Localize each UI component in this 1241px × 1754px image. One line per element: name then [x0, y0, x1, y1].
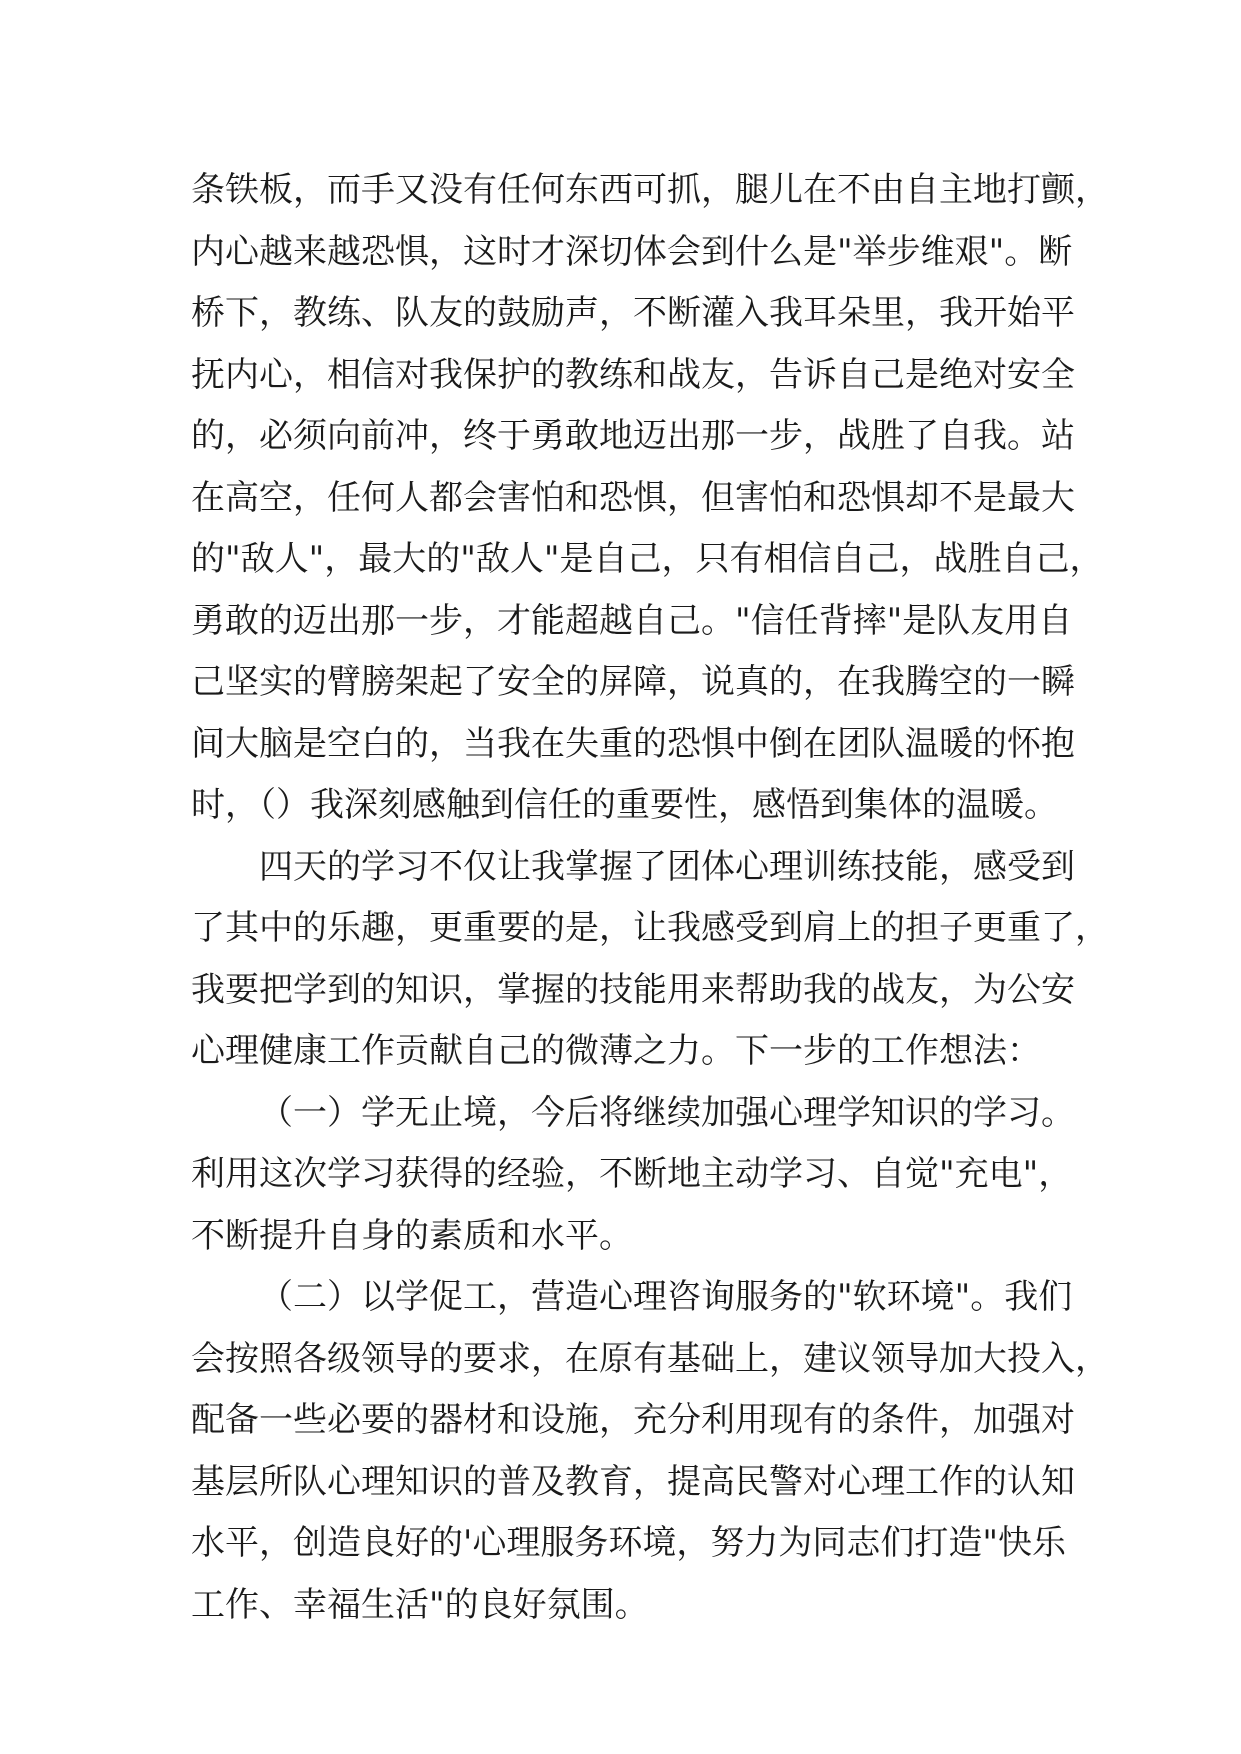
text-line: 时，（）我深刻感触到信任的重要性，感悟到集体的温暖。 [191, 785, 1058, 825]
text-line: 抚内心，相信对我保护的教练和战友，告诉自己是绝对安全 [191, 354, 1075, 395]
paragraph-3 [191, 1083, 1075, 1268]
text-line: 不断提升自身的素质和水平。 [191, 1215, 633, 1256]
text-line: 会按照各级领导的要求，在原有基础上，建议领导加大投入， [191, 1338, 1109, 1379]
text-line: 四天的学习不仅让我掌握了团体心理训练技能，感受到 [259, 846, 1075, 887]
text-line: 利用这次学习获得的经验，不断地主动学习、自觉"充电"， [191, 1154, 1073, 1194]
text-line: 了其中的乐趣，更重要的是，让我感受到肩上的担子更重了， [191, 908, 1109, 948]
paragraph-2 [191, 837, 1109, 1083]
text-line: （一）学无止境，今后将继续加强心理学知识的学习。 [259, 1092, 1075, 1133]
text-line: 己坚实的臂膀架起了安全的屏障，说真的，在我腾空的一瞬 [191, 662, 1075, 702]
text-line: 内心越来越恐惧，这时才深切体会到什么是"举步维艰"。断 [191, 231, 1073, 272]
document-body [191, 160, 1109, 1636]
text-line: 水平，创造良好的'心理服务环境，努力为同志们打造"快乐 [191, 1523, 1066, 1563]
text-line: （二）以学促工，营造心理咨询服务的"软环境"。我们 [259, 1277, 1073, 1317]
paragraph-1 [191, 160, 1109, 837]
text-line: 工作、幸福生活"的良好氛围。 [191, 1584, 649, 1625]
paragraph-4 [191, 1267, 1109, 1636]
text-line: 间大脑是空白的，当我在失重的恐惧中倒在团队温暖的怀抱 [191, 723, 1075, 764]
text-line: 条铁板，而手又没有任何东西可抓，腿儿在不由自主地打颤， [191, 170, 1109, 210]
text-line: 我要把学到的知识，掌握的技能用来帮助我的战友，为公安 [191, 969, 1075, 1010]
text-line: 桥下，教练、队友的鼓励声，不断灌入我耳朵里，我开始平 [191, 293, 1075, 333]
text-line: 配备一些必要的器材和设施，充分利用现有的条件，加强对 [191, 1400, 1075, 1440]
text-line: 基层所队心理知识的普及教育，提高民警对心理工作的认知 [191, 1461, 1075, 1502]
text-line: 在高空，任何人都会害怕和恐惧，但害怕和恐惧却不是最大 [191, 477, 1075, 518]
text-line: 的"敌人"，最大的"敌人"是自己，只有相信自己，战胜自己， [191, 539, 1104, 579]
text-line: 的，必须向前冲，终于勇敢地迈出那一步，战胜了自我。站 [191, 416, 1075, 456]
text-line: 勇敢的迈出那一步，才能超越自己。"信任背摔"是队友用自 [191, 600, 1073, 641]
text-line: 心理健康工作贡献自己的微薄之力。下一步的工作想法： [191, 1031, 1041, 1071]
